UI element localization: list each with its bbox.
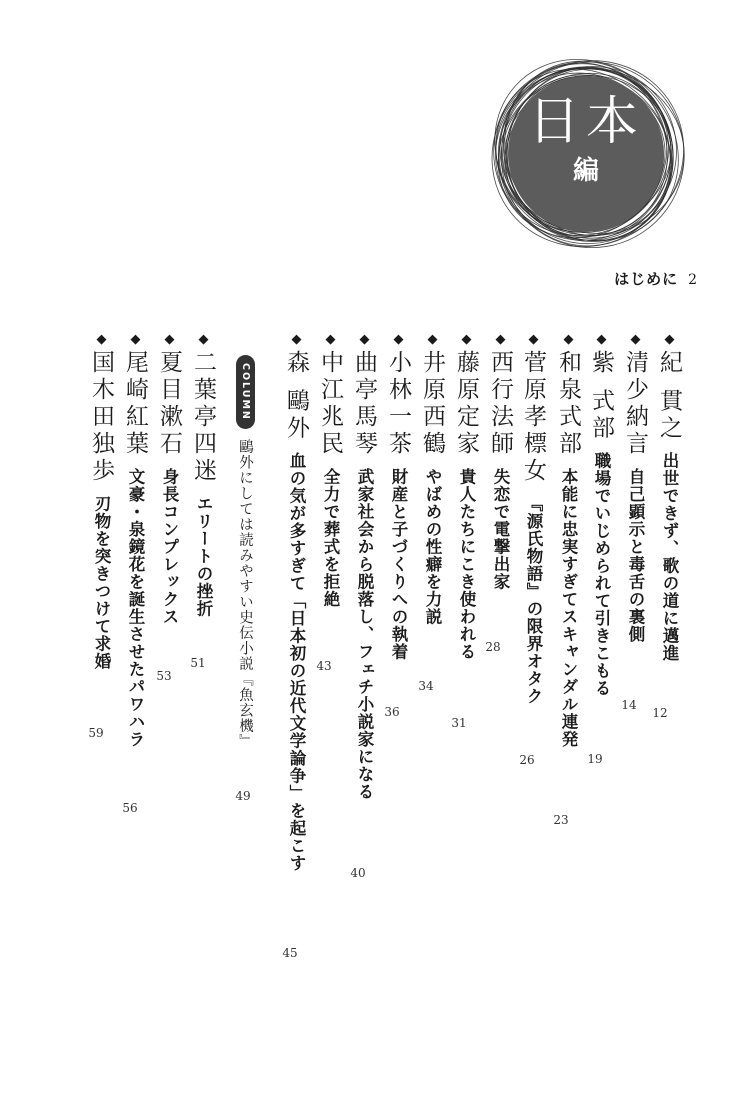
page-number: 51 — [190, 656, 206, 670]
diamond-bullet-icon: ◆ — [162, 332, 177, 347]
entry-subtitle: 自己顕示と毒舌の裏側 — [626, 468, 645, 643]
column-badge: COLUMN — [236, 355, 256, 429]
author-name: 菅原孝標女 — [520, 350, 546, 485]
diamond-bullet-icon: ◆ — [196, 332, 211, 347]
entry-subtitle: 本能に忠実すぎてスキャンダル連発 — [559, 468, 578, 748]
intro-label: はじめに — [614, 270, 679, 288]
toc-entry[interactable] — [483, 332, 511, 591]
toc-entry[interactable] — [186, 332, 214, 618]
entry-subtitle: エリートの挫折 — [194, 495, 213, 618]
entry-subtitle: 全力で葬式を拒絶 — [321, 468, 340, 608]
diamond-bullet-icon: ◆ — [425, 332, 440, 347]
toc-entry[interactable] — [279, 332, 307, 872]
entry-subtitle: やばめの性癖を力説 — [423, 468, 442, 626]
toc-entry[interactable] — [415, 332, 443, 626]
diamond-bullet-icon: ◆ — [289, 332, 304, 347]
entry-subtitle: 失恋で電撃出家 — [491, 468, 510, 591]
toc-entry[interactable] — [84, 332, 112, 670]
entry-subtitle: 身長コンプレックス — [160, 468, 179, 626]
toc-entry[interactable] — [449, 332, 477, 661]
intro-page: 2 — [688, 272, 697, 288]
diamond-bullet-icon: ◆ — [357, 332, 372, 347]
entry-subtitle: 貴人たちにこき使われる — [457, 468, 476, 661]
entry-subtitle: 職場でいじめられて引きこもる — [592, 452, 611, 698]
diamond-bullet-icon: ◆ — [526, 332, 541, 347]
author-name: 二葉亭四迷 — [190, 350, 216, 485]
intro-entry[interactable] — [614, 268, 697, 289]
diamond-bullet-icon: ◆ — [493, 332, 508, 347]
diamond-bullet-icon: ◆ — [594, 332, 609, 347]
author-name: 清少納言 — [622, 350, 648, 458]
author-name: 曲亭馬琴 — [351, 350, 377, 458]
diamond-bullet-icon: ◆ — [391, 332, 406, 347]
diamond-bullet-icon: ◆ — [459, 332, 474, 347]
author-name: 紫 式部 — [588, 350, 614, 443]
page-number: 12 — [652, 706, 668, 720]
diamond-bullet-icon: ◆ — [561, 332, 576, 347]
entry-subtitle: 財産と子づくりへの執着 — [389, 468, 408, 661]
toc-entry[interactable] — [347, 332, 375, 801]
toc-entry[interactable] — [152, 332, 180, 626]
author-name: 夏目漱石 — [156, 350, 182, 458]
author-name: 紀 貫之 — [656, 350, 682, 443]
entry-subtitle: 文豪・泉鏡花を誕生させたパワハラ — [126, 468, 145, 748]
toc-entry[interactable] — [584, 332, 612, 697]
toc-entry[interactable] — [516, 332, 544, 705]
page-number: 43 — [316, 659, 332, 673]
page-number: 49 — [235, 789, 251, 803]
toc-entry[interactable] — [618, 332, 646, 643]
author-name: 尾崎紅葉 — [122, 350, 148, 458]
author-name: 藤原定家 — [453, 350, 479, 458]
toc-entry[interactable] — [313, 332, 341, 608]
entry-subtitle: 『源氏物語』の限界オタク — [524, 495, 543, 705]
toc-entry[interactable] — [118, 332, 146, 748]
page-number: 19 — [587, 752, 603, 766]
author-name: 森 鷗外 — [283, 350, 309, 443]
page-number: 23 — [553, 813, 569, 827]
page-number: 53 — [156, 669, 172, 683]
page-number: 28 — [485, 640, 501, 654]
page-number: 36 — [384, 705, 400, 719]
diamond-bullet-icon: ◆ — [323, 332, 338, 347]
author-name: 小林一茶 — [385, 350, 411, 458]
column-title: 鷗外にしては読みやすい史伝小説『魚玄機』 — [237, 438, 253, 749]
author-name: 中江兆民 — [317, 350, 343, 458]
entry-subtitle: 武家社会から脱落し、フェチ小説家になる — [355, 468, 374, 801]
section-title: 日本 — [527, 92, 644, 152]
entry-subtitle: 刃物を突きつけて求婚 — [92, 495, 111, 670]
entry-subtitle: 出世できず、歌の道に邁進 — [660, 452, 679, 663]
page-number: 40 — [350, 866, 366, 880]
author-name: 井原西鶴 — [419, 350, 445, 458]
entry-subtitle: 血の気が多すぎて「日本初の近代文学論争」を起こす — [287, 452, 306, 873]
diamond-bullet-icon: ◆ — [662, 332, 677, 347]
page-number: 56 — [122, 801, 138, 815]
toc-entry[interactable] — [652, 332, 680, 662]
author-name: 国木田独歩 — [88, 350, 114, 485]
column-entry[interactable] — [229, 355, 255, 749]
diamond-bullet-icon: ◆ — [128, 332, 143, 347]
page-number: 34 — [418, 679, 434, 693]
author-name: 和泉式部 — [555, 350, 581, 458]
page-number: 31 — [451, 716, 467, 730]
author-name: 西行法師 — [487, 350, 513, 458]
toc-entry[interactable] — [381, 332, 409, 661]
diamond-bullet-icon: ◆ — [94, 332, 109, 347]
section-subtitle: 編 — [572, 156, 599, 186]
page-number: 26 — [519, 753, 535, 767]
badge-scribble-circle — [483, 54, 689, 254]
page-number: 59 — [88, 726, 104, 740]
toc-entry[interactable] — [551, 332, 579, 748]
page-number: 45 — [282, 946, 298, 960]
page-number: 14 — [621, 698, 637, 712]
diamond-bullet-icon: ◆ — [628, 332, 643, 347]
